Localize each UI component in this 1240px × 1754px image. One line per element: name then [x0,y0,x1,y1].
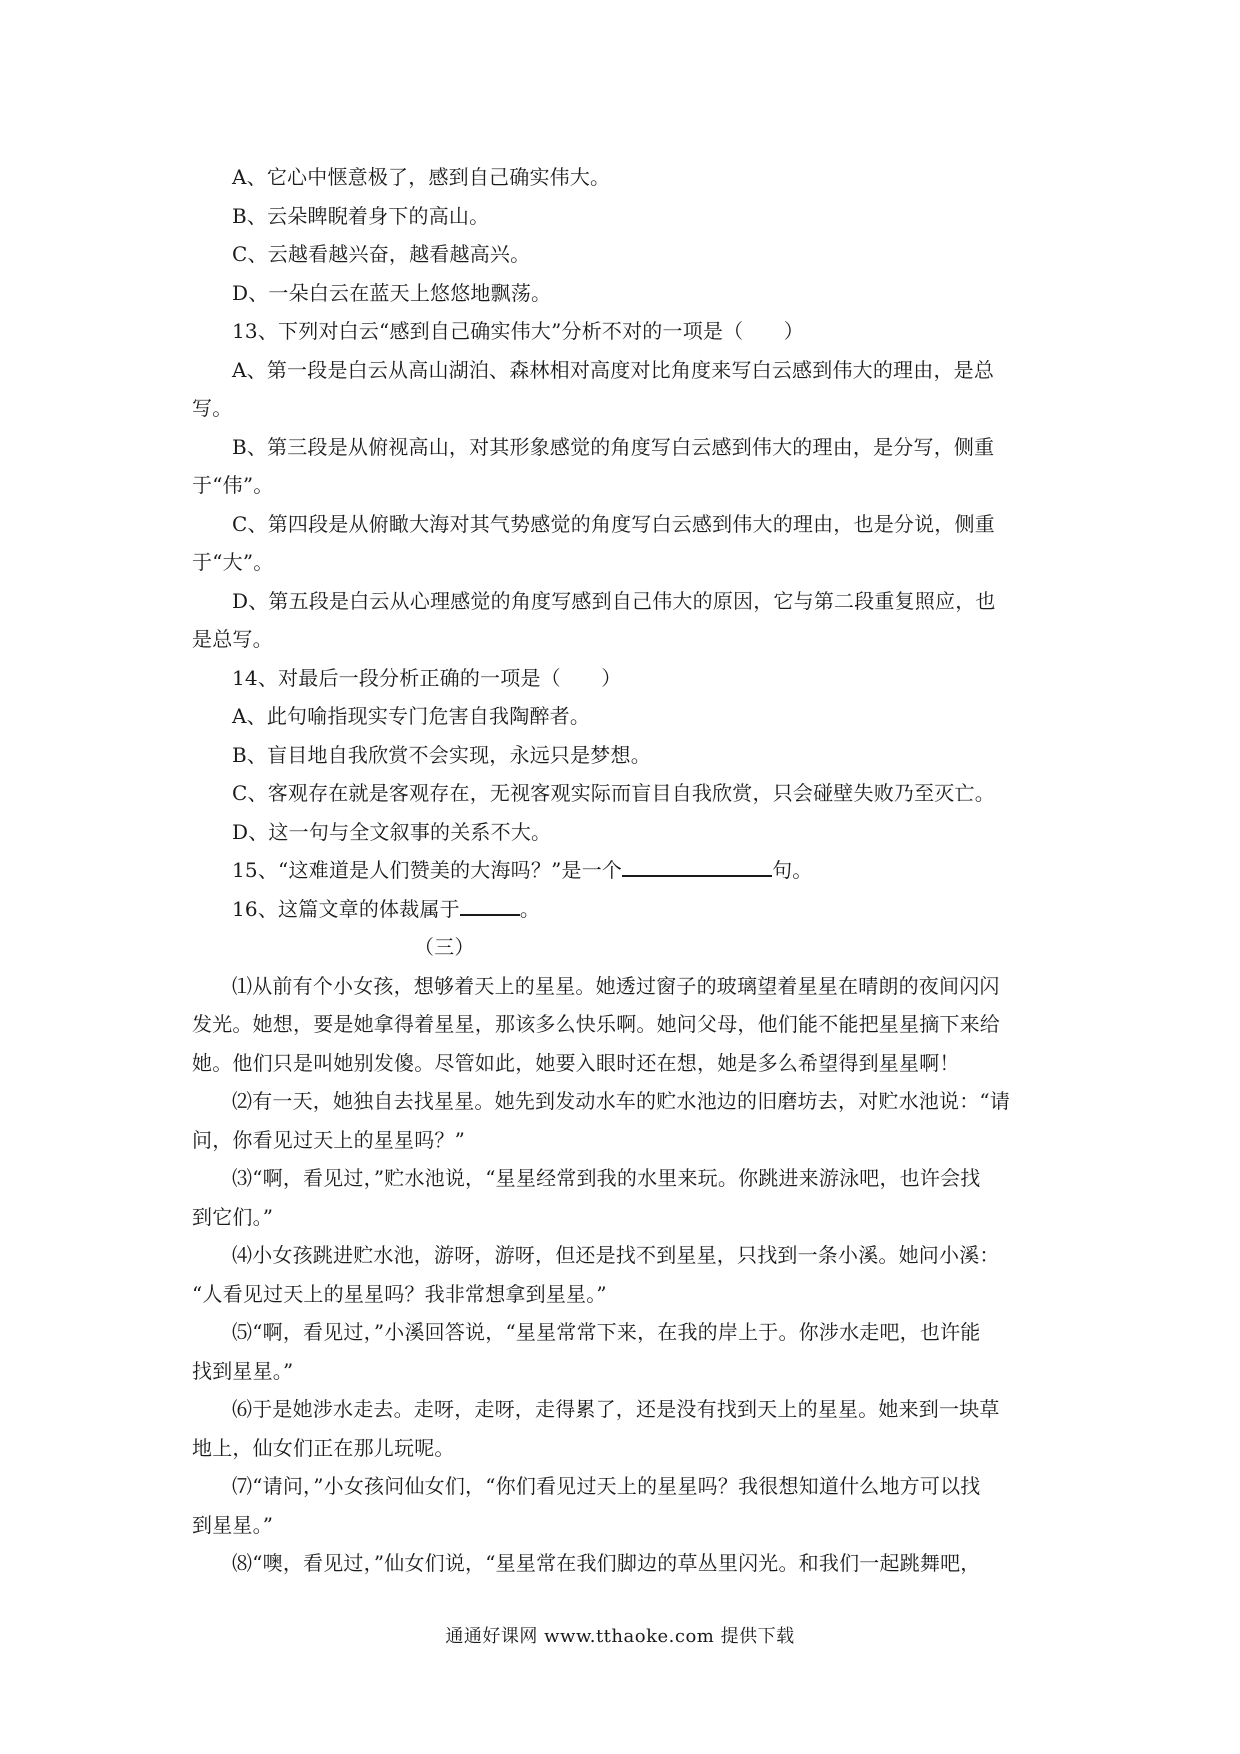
passage-line: ⑹于是她涉水走去。走呀，走呀，走得累了，还是没有找到天上的星星。她来到一块草 [232,1397,1000,1421]
option-line: B、云朵睥睨着身下的高山。 [232,203,490,228]
passage-line: ⑻“噢，看见过，”仙女们说，“星星常在我们脚边的草丛里闪光。和我们一起跳舞吧， [232,1551,981,1575]
passage-line: 发光。她想，要是她拿得着星星，那该多么快乐啊。她问父母，他们能不能把星星摘下来给 [192,1012,1000,1036]
option-line: B、盲目地自我欣赏不会实现，永远只是梦想。 [232,742,651,767]
option-line: D、一朵白云在蓝天上悠悠地飘荡。 [232,280,552,305]
option-line: C、第四段是从俯瞰大海对其气势感觉的角度写白云感到伟大的理由，也是分说，侧重 [232,511,995,536]
question-16-suffix: 。 [519,896,541,921]
option-line: D、第五段是白云从心理感觉的角度写感到自己伟大的原因，它与第二段重复照应，也 [232,588,996,613]
question-16 [192,890,1057,929]
passage-line: 问，你看见过天上的星星吗？” [192,1127,466,1152]
answer-blank-16[interactable] [460,890,520,916]
passage-line: 地上，仙女们正在那儿玩呢。 [192,1435,455,1460]
question-15-prefix: 15、“这难道是人们赞美的大海吗？”是一个 [232,858,623,882]
passage-line: 到星星。” [192,1512,274,1537]
option-line-continued: 于“伟”。 [192,473,274,497]
passage-line: ⑺“请问，”小女孩问仙女们，“你们看见过天上的星星吗？我很想知道什么地方可以找 [232,1474,981,1498]
passage-line: ⑷小女孩跳进贮水池，游呀，游呀，但还是找不到星星，只找到一条小溪。她问小溪： [232,1243,1000,1267]
passage-line: ⑸“啊，看见过，”小溪回答说，“星星常常下来，在我的岸上于。你涉水走吧，也许能 [232,1320,981,1344]
question-13: 13、下列对白云“感到自己确实伟大”分析不对的一项是（ ） [232,319,804,343]
passage-line: ⑶“啊，看见过，”贮水池说，“星星经常到我的水里来玩。你跳进来游泳吧，也许会找 [232,1166,981,1190]
option-line: C、云越看越兴奋，越看越高兴。 [232,242,531,266]
passage-line: ⑵有一天，她独自去找星星。她先到发动水车的贮水池边的旧磨坊去，对贮水池说：“请 [232,1089,1011,1113]
option-line: C、客观存在就是客观存在，无视客观实际而盲目自我欣赏，只会碰壁失败乃至灭亡。 [232,781,995,805]
option-line: B、第三段是从俯视高山，对其形象感觉的角度写白云感到伟大的理由，是分写，侧重 [232,434,995,459]
option-line: D、这一句与全文叙事的关系不大。 [232,819,552,844]
page-footer: 通通好课网 www.tthaoke.com 提供下载 [445,1626,795,1647]
question-16-prefix: 16、这篇文章的体裁属于 [232,896,460,921]
question-15-suffix: 句。 [772,858,813,882]
question-14: 14、对最后一段分析正确的一项是（ ） [232,665,622,690]
option-line: A、它心中惬意极了，感到自己确实伟大。 [232,165,611,189]
passage-line: “人看见过天上的星星吗？我非常想拿到星星。” [192,1281,607,1306]
question-15 [192,851,1057,890]
passage-line: 找到星星。” [192,1358,294,1383]
answer-blank-15[interactable] [622,851,772,877]
option-line-continued: 写。 [192,396,233,420]
option-line-continued: 于“大”。 [192,550,274,574]
option-line: A、此句喻指现实专门危害自我陶醉者。 [232,704,591,728]
document-content [192,158,1057,1583]
option-line: A、第一段是白云从高山湖泊、森林相对高度对比角度来写白云感到伟大的理由，是总 [232,357,995,382]
passage-line: ⑴从前有个小女孩，想够着天上的星星。她透过窗子的玻璃望着星星在晴朗的夜间闪闪 [232,973,1000,998]
passage-line: 她。他们只是叫她别发傻。尽管如此，她要入眼时还在想，她是多么希望得到星星啊！ [192,1050,960,1075]
section-heading: （三） [414,935,475,959]
passage-line: 到它们。” [192,1204,274,1229]
option-line-continued: 是总写。 [192,627,273,651]
